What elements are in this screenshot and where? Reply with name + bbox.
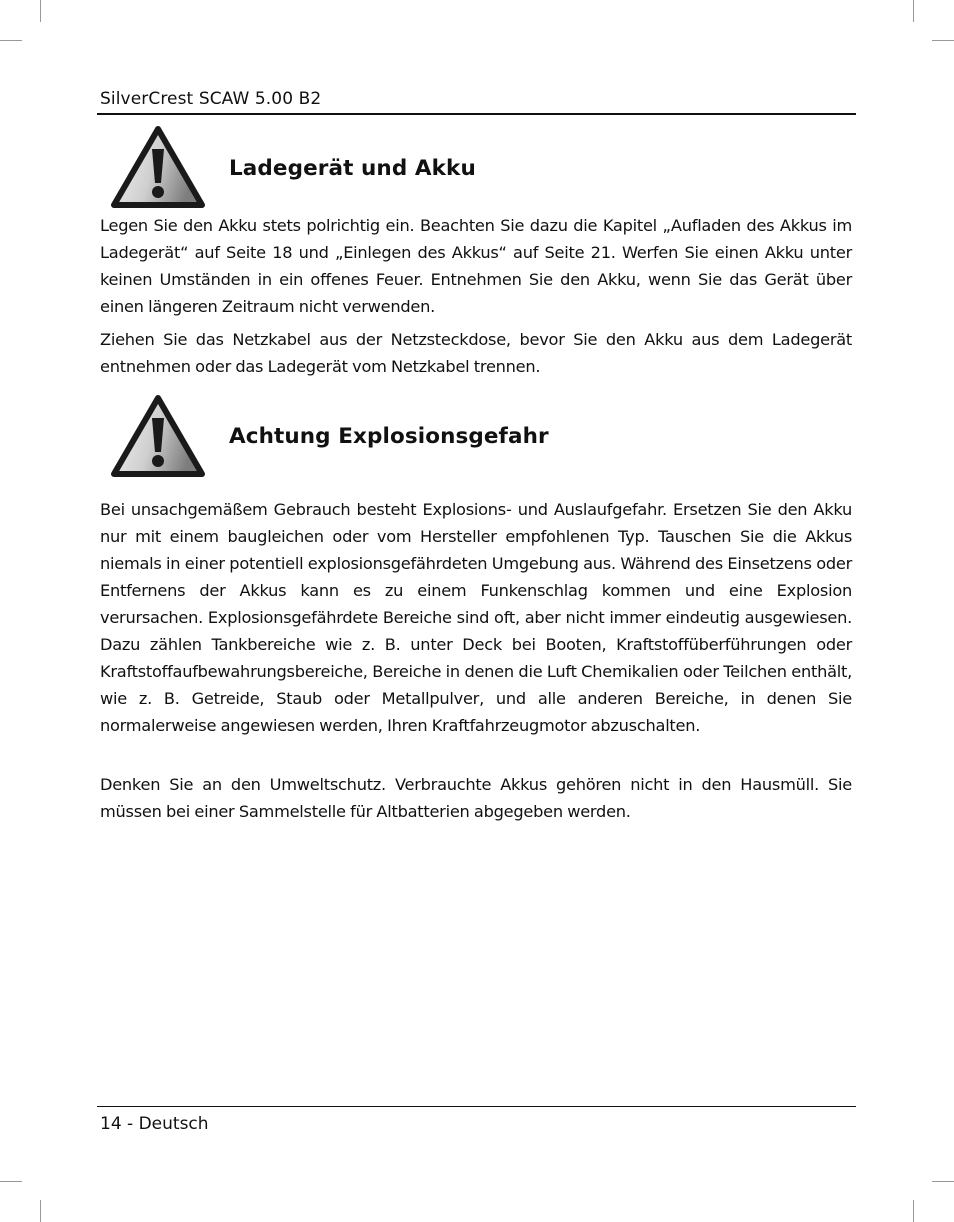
crop-mark [0,40,22,41]
crop-mark [913,0,914,22]
paragraph: Ziehen Sie das Netzkabel aus der Netzsteckdose, bevor Sie den Akku aus dem Ladegerät entnehmen oder das Ladegerät vom Netzkabel trennen. [100,330,852,376]
paragraph: Bei unsachgemäßem Gebrauch besteht Explosions- und Auslaufgefahr. Ersetzen Sie den Akku nur mit einem baugleichen oder vom Hersteller empfohlenen Typ. Tauschen Sie die Akkus niemals in einer potentiell explosionsgefährdeten Umgebung aus. Während des Einsetzens oder Entfernens der Akkus kann es zu einem Funkenschlag kommen und eine Explosion verursachen. Explosionsgefährdete Bereiche sind oft, aber nicht immer eindeutig ausgewiesen. Dazu zählen Tankbereiche wie z. B. unter Deck bei Booten, Kraftstoffüberführungen oder Kraftstoffaufbewahrungsbereiche, Bereiche in denen die Luft Chemikalien oder Teilchen enthält, wie z. B. Getreide, Staub oder Metallpulver, und alle anderen Bereiche, in denen Sie normalerweise angewiesen werden, Ihren Kraftfahrzeugmotor abzuschalten. [100,500,852,735]
header-rule [97,113,856,115]
section-title: Achtung Explosionsgefahr [229,424,549,449]
crop-mark [932,1181,954,1182]
crop-mark [40,0,41,22]
crop-mark [40,1200,41,1222]
paragraph: Legen Sie den Akku stets polrichtig ein. Beachten Sie dazu die Kapitel „Aufladen des Akkus im Ladegerät“ auf Seite 18 und „Einlegen des Akkus“ auf Seite 21. Werfen Sie einen Akku unter keinen Umständen in ein offenes Feuer. Entnehmen Sie den Akku, wenn Sie das Gerät über einen längeren Zeitraum nicht verwenden. [100,216,852,316]
page-number: 14 - Deutsch [100,1114,209,1134]
page-header: SilverCrest SCAW 5.00 B2 [100,89,322,109]
crop-mark [913,1200,914,1222]
crop-mark [0,1181,22,1182]
paragraph: Denken Sie an den Umweltschutz. Verbrauchte Akkus gehören nicht in den Hausmüll. Sie müssen bei einer Sammelstelle für Altbatterien abgegeben werden. [100,775,852,821]
warning-triangle-icon [110,125,206,209]
crop-mark [932,40,954,41]
warning-triangle-icon [110,394,206,478]
section-title: Ladegerät und Akku [229,156,476,181]
footer-rule [97,1106,856,1107]
